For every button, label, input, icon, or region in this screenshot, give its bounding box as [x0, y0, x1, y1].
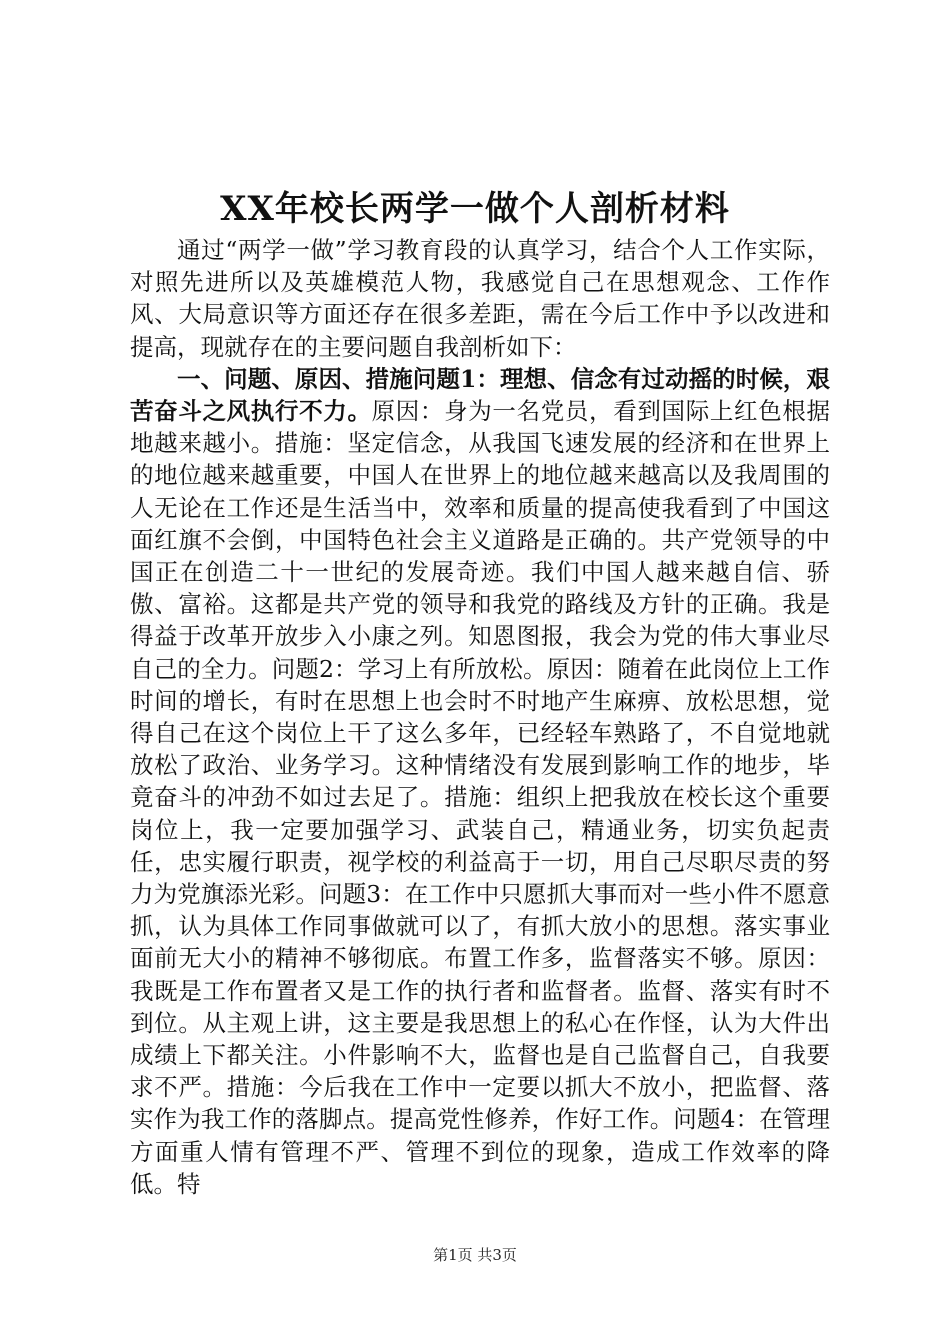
page-footer: 第1页 共3页 [433, 1246, 517, 1264]
document-title: XX年校长两学一做个人剖析材料 [220, 189, 730, 229]
section-heading: 一、问题、原因、措施问题1：理想、信念有过动摇的时候，艰苦奋斗之风执行不力。 [130, 364, 830, 426]
section-paragraph [130, 363, 830, 1200]
section-content: 原因：身为一名党员，看到国际上红色根据地越来越小。措施：坚定信念，从我国飞速发展的经济和在世界上的地位越来越重要，中国人在世界上的地位越来越高以及我周围的人无论在工作还是生活当中，效率和质量的提高使我看到了中国这面红旗不会倒，中国特色社会主义道路是正确的。共产党领导的中国正在创造二十一世纪的发展奇迹。我们中国人越来越自信、骄傲、富裕。这都是共产党的领导和我党的路线及方针的正确。我是得益于改革开放步入小康之列。知恩图报，我会为党的伟大事业尽自己的全力。问题2：学习上有所放松。原因：随着在此岗位上工作时间的增长，有时在思想上也会时不时地产生麻痹、放松思想，觉得自己在这个岗位上干了这么多年，已经轻车熟路了，不自觉地就放松了政治、业务学习。这种情绪没有发展到影响工作的地步，毕竟奋斗的冲劲不如过去足了。措施：组织上把我放在校长这个重要岗位上，我一定要加强学习、武装自己，精通业务，切实负起责任，忠实履行职责，视学校的利益高于一切，用自己尽职尽责的努力为党旗添光彩。问题3：在工作中只愿抓大事而对一些小件不愿意抓，认为具体工作同事做就可以了，有抓大放小的思想。落实事业面前无大小的精神不够彻底。布置工作多，监督落实不够。原因：我既是工作布置者又是工作的执行者和监督者。监督、落实有时不到位。从主观上讲，这主要是我思想上的私心在作怪，认为大件出成绩上下都关注。小件影响不大，监督也是自己监督自己，自我要求不严。措施：今后我在工作中一定要以抓大不放小，把监督、落实作为我工作的落脚点。提高党性修养，作好工作。问题4：在管理方面重人情有管理不严、管理不到位的现象，造成工作效率的降低。特 [130, 397, 831, 1198]
intro-paragraph: 通过“两学一做”学习教育段的认真学习，结合个人工作实际，对照先进所以及英雄模范人物，我感觉自己在思想观念、工作作风、大局意识等方面还存在很多差距，需在今后工作中予以改进和提高，现就存在的主要问题自我剖析如下： [130, 236, 830, 361]
document-body [130, 234, 830, 1200]
